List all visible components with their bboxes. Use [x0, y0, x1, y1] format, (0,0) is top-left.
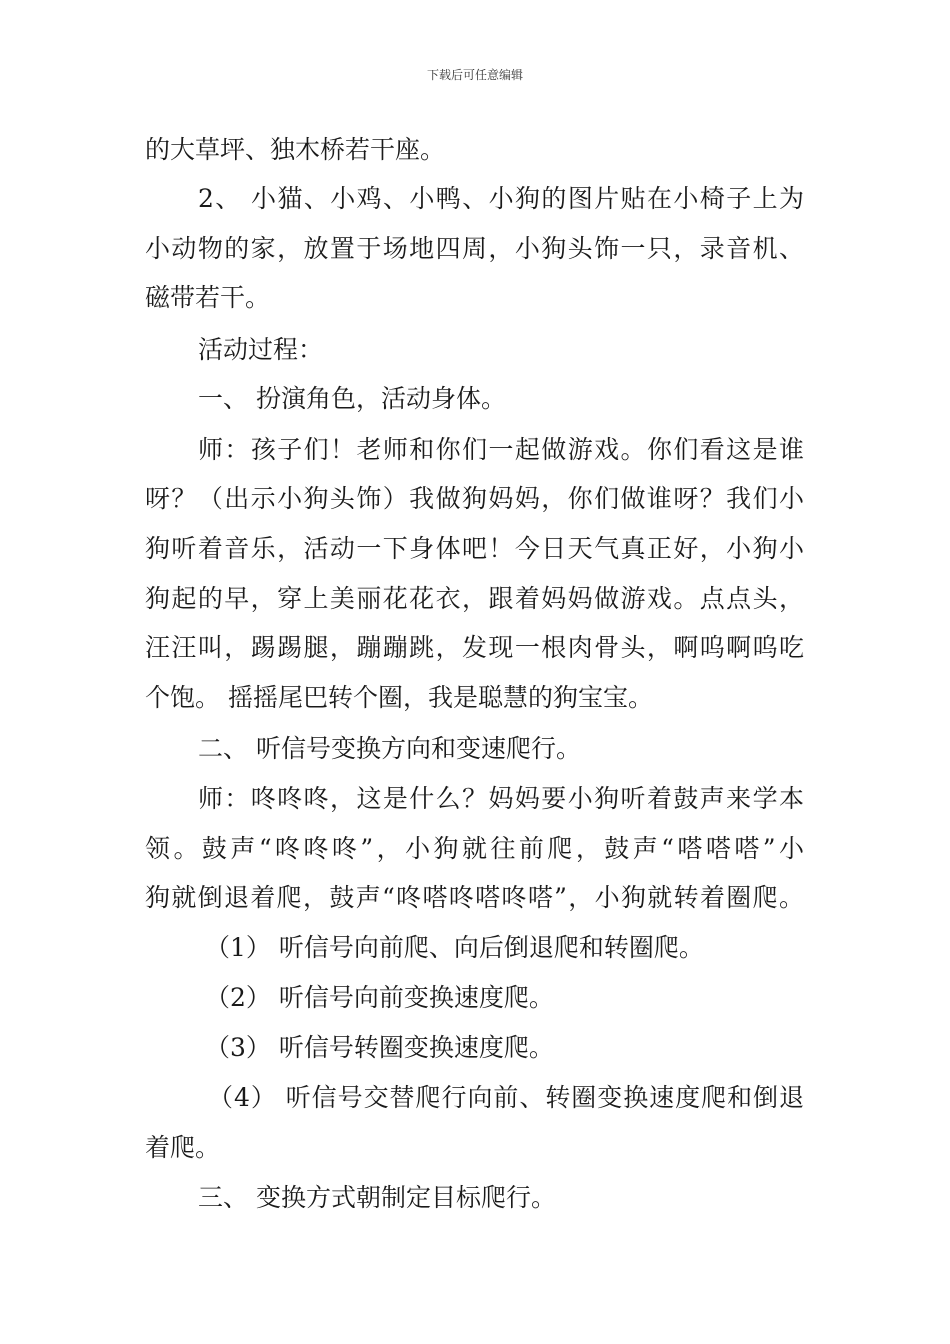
text-line-9: 狗听着音乐，活动一下身体吧！今日天气真正好，小狗小: [145, 534, 804, 563]
text-line-22: 三、 变换方式朝制定目标爬行。: [198, 1183, 556, 1212]
text-line-21: 着爬。: [145, 1133, 221, 1162]
text-line-17: （1） 听信号向前爬、向后倒退爬和转圈爬。: [205, 933, 704, 962]
text-line-14: 师：咚咚咚，这是什么？妈妈要小狗听着鼓声来学本: [198, 784, 804, 813]
text-line-12: 个饱。 摇摇尾巴转个圈，我是聪慧的狗宝宝。: [145, 683, 653, 712]
text-line-15: 领。鼓声“咚咚咚”，小狗就往前爬，鼓声“嗒嗒嗒”小: [145, 834, 804, 863]
text-line-6: 一、 扮演角色，活动身体。: [198, 384, 506, 413]
text-line-10: 狗起的早，穿上美丽花花衣，跟着妈妈做游戏。点点头，: [145, 584, 804, 613]
text-line-13: 二、 听信号变换方向和变速爬行。: [198, 734, 581, 763]
text-line-18: （2） 听信号向前变换速度爬。: [205, 983, 554, 1012]
text-line-16: 狗就倒退着爬，鼓声“咚嗒咚嗒咚嗒”，小狗就转着圈爬。: [145, 883, 804, 912]
text-line-4: 磁带若干。: [145, 283, 271, 312]
text-line-20: （4） 听信号交替爬行向前、转圈变换速度爬和倒退: [208, 1083, 804, 1112]
text-line-7: 师：孩子们！老师和你们一起做游戏。你们看这是谁: [198, 435, 804, 464]
text-line-11: 汪汪叫，踢踢腿，蹦蹦跳，发现一根肉骨头，啊呜啊呜吃: [145, 633, 804, 662]
text-line-3: 小动物的家，放置于场地四周，小狗头饰一只，录音机、: [145, 234, 804, 263]
page-header: 下载后可任意编辑: [426, 68, 523, 82]
text-line-5: 活动过程：: [198, 335, 324, 364]
text-line-1: 的大草坪、独木桥若干座。: [145, 135, 446, 164]
text-line-8: 呀？（出示小狗头饰）我做狗妈妈，你们做谁呀？我们小: [145, 484, 804, 513]
text-line-2: 2、 小猫、小鸡、小鸭、小狗的图片贴在小椅子上为: [198, 184, 804, 213]
text-line-19: （3） 听信号转圈变换速度爬。: [205, 1033, 554, 1062]
